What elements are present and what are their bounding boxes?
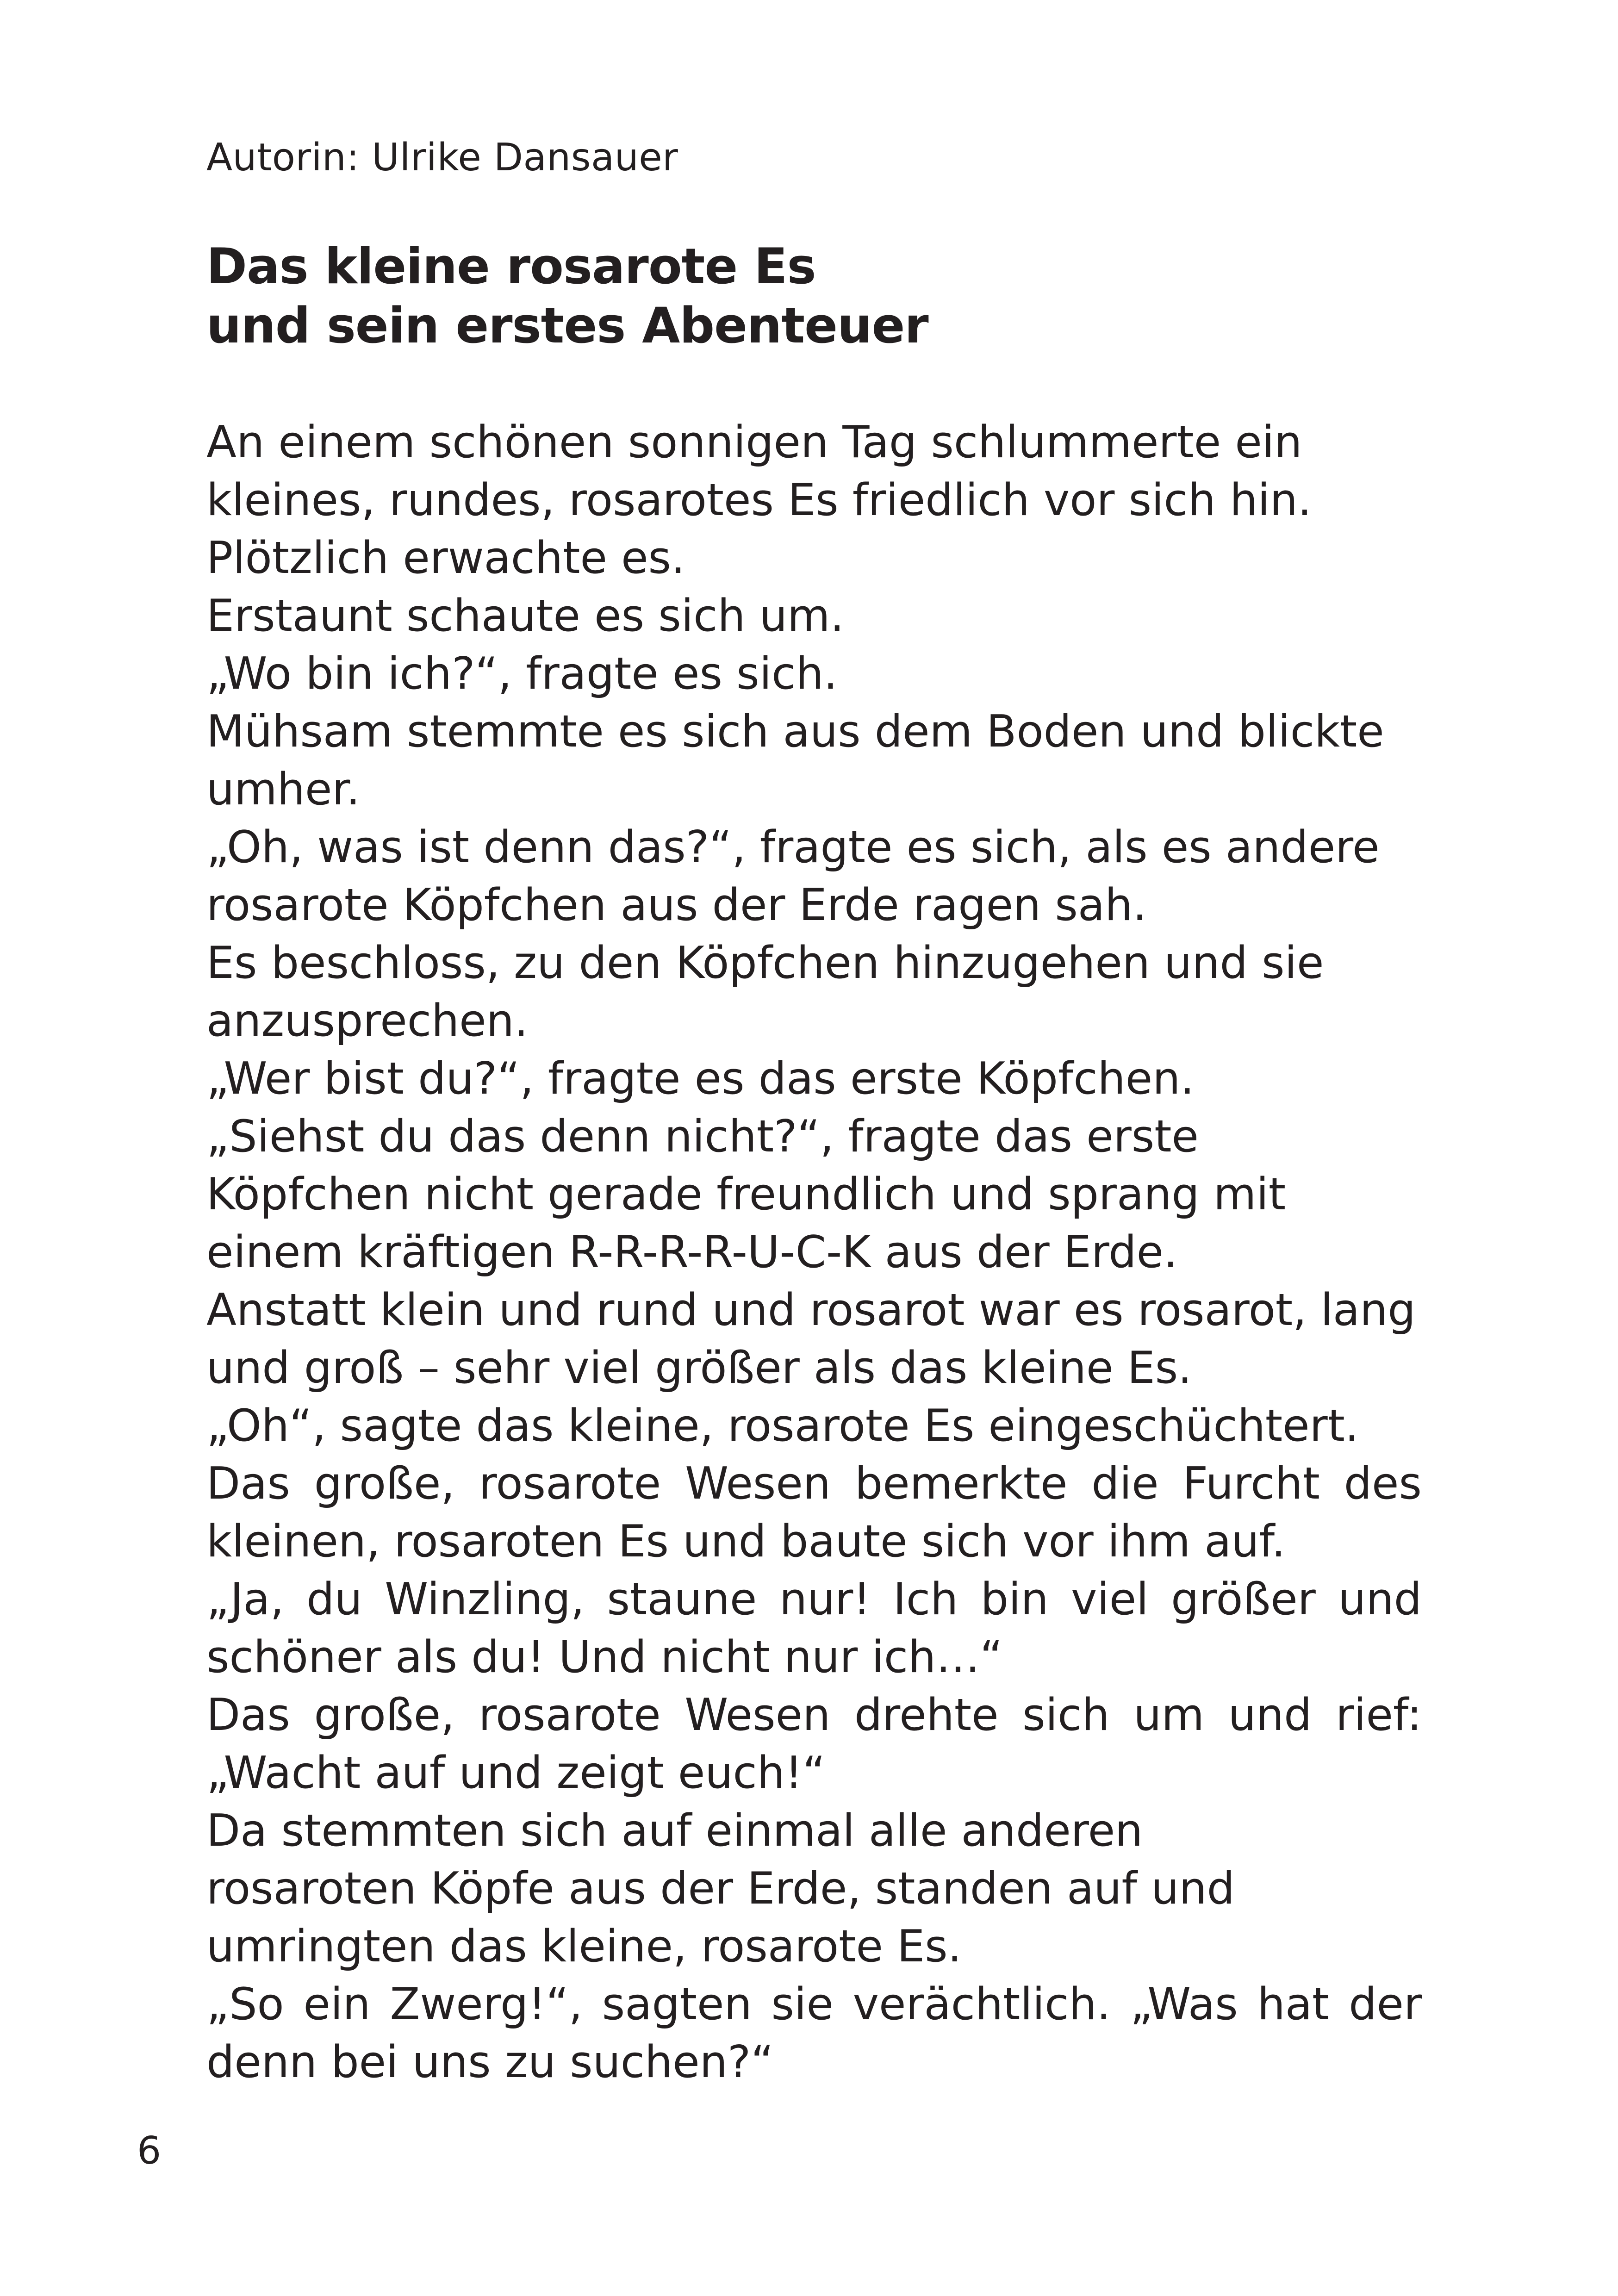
story-line: Mühsam stemmte es sich aus dem Boden und blickte xyxy=(206,706,1384,757)
author-line: Autorin: Ulrike Dansauer xyxy=(206,136,678,180)
story-line: „Wo bin ich?“, fragte es sich. xyxy=(206,648,838,699)
story-line: „Oh, was ist denn das?“, fragte es sich, als es andere xyxy=(206,822,1380,873)
story-line: „So ein Zwerg!“, sagten sie verächtlich. „Was hat der xyxy=(206,1979,1422,2030)
story-title xyxy=(206,237,1502,355)
story-text xyxy=(206,414,1422,2091)
story-line: denn bei uns zu suchen?“ xyxy=(206,2037,774,2088)
story-line: Erstaunt schaute es sich um. xyxy=(206,591,844,641)
story-line: Anstatt klein und rund und rosarot war es rosarot, lang xyxy=(206,1285,1416,1336)
story-line: einem kräftigen R-R-R-R-U-C-K aus der Erde. xyxy=(206,1227,1178,1278)
story-line: „Wacht auf und zeigt euch!“ xyxy=(206,1748,826,1798)
story-line: umher. xyxy=(206,764,360,815)
story-line: Es beschloss, zu den Köpfchen hinzugehen und sie xyxy=(206,938,1324,989)
story-line: rosarote Köpfchen aus der Erde ragen sah. xyxy=(206,880,1147,931)
story-line: „Ja, du Winzling, staune nur! Ich bin viel größer und xyxy=(206,1574,1422,1625)
story-line: rosaroten Köpfe aus der Erde, standen auf und xyxy=(206,1863,1235,1914)
story-line: kleinen, rosaroten Es und baute sich vor ihm auf. xyxy=(206,1516,1286,1567)
story-line: An einem schönen sonnigen Tag schlummerte ein xyxy=(206,417,1302,468)
story-line: Da stemmten sich auf einmal alle anderen xyxy=(206,1805,1143,1856)
story-line: Das große, rosarote Wesen bemerkte die Furcht des xyxy=(206,1458,1422,1509)
title-line-1: Das kleine rosarote Es xyxy=(206,238,816,295)
story-line: schöner als du! Und nicht nur ich…“ xyxy=(206,1632,1003,1683)
story-line: Das große, rosarote Wesen drehte sich um und rief: xyxy=(206,1690,1422,1741)
story-line: und groß – sehr viel größer als das kleine Es. xyxy=(206,1343,1192,1394)
story-line: „Siehst du das denn nicht?“, fragte das erste xyxy=(206,1111,1199,1162)
story-line: Plötzlich erwachte es. xyxy=(206,533,685,584)
story-line: anzusprechen. xyxy=(206,996,529,1046)
story-line: Köpfchen nicht gerade freundlich und sprang mit xyxy=(206,1169,1286,1220)
story-line: kleines, rundes, rosarotes Es friedlich vor sich hin. xyxy=(206,475,1312,526)
story-line: „Oh“, sagte das kleine, rosarote Es eingeschüchtert. xyxy=(206,1400,1359,1451)
story-line: „Wer bist du?“, fragte es das erste Köpfchen. xyxy=(206,1053,1195,1104)
story-line: umringten das kleine, rosarote Es. xyxy=(206,1921,962,1972)
title-line-2: und sein erstes Abenteuer xyxy=(206,297,928,354)
page-number: 6 xyxy=(137,2129,162,2173)
